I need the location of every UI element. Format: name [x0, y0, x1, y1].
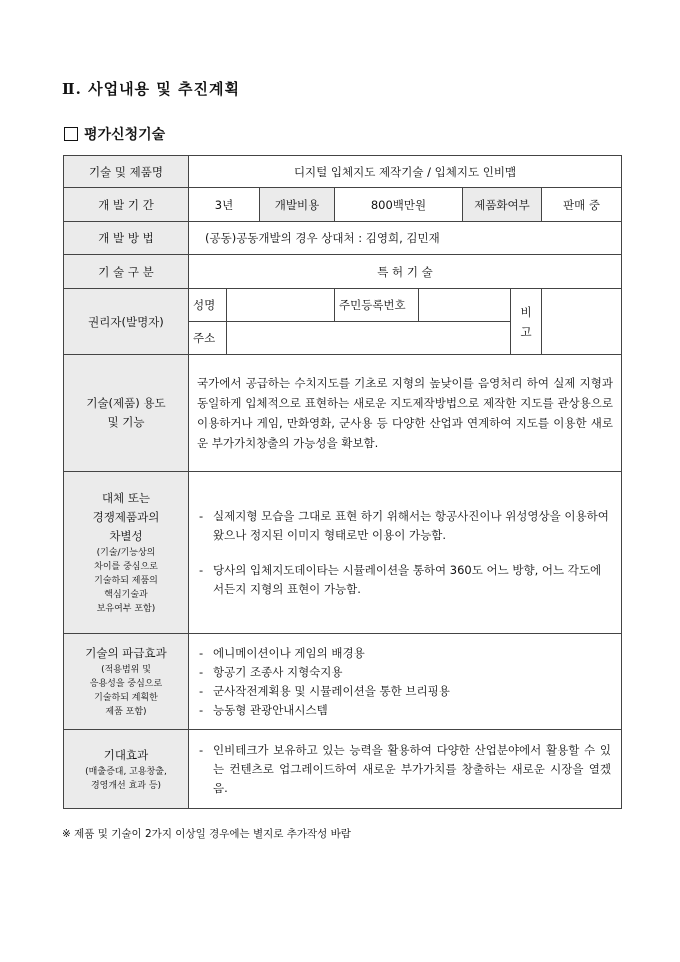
alternative-label-note: 차이를 중심으로 — [94, 562, 158, 572]
expected-label-main: 기대효과 — [103, 747, 149, 762]
dev-period-row — [64, 188, 622, 222]
list-item: - 당사의 입체지도데이타는 시뮬레이션을 통하여 360도 어느 방향, 어느 각도에서든지 지형의 표현이 가능함. — [199, 562, 602, 596]
expected-label-note: (매출증대, 고용창출, — [85, 766, 167, 777]
footnote: ※ 제품 및 기술이 2가지 이상일 경우에는 별지로 추가작성 바람 — [62, 828, 351, 840]
alternative-value — [189, 472, 622, 634]
dev-method-value: (공동)공동개발의 경우 상대처 : 김영희, 김민재 — [189, 222, 622, 255]
ripple-label-note: 기술하되 계획한 — [94, 693, 158, 703]
expected-value — [189, 730, 622, 809]
alternative-row — [64, 472, 622, 634]
dev-period-value: 3년 — [189, 188, 260, 222]
usage-label — [64, 355, 189, 472]
alternative-label — [64, 472, 189, 634]
rights-note-label — [511, 289, 542, 355]
rights-address-label: 주소 — [189, 322, 227, 355]
dev-method-row — [64, 222, 622, 255]
expected-row — [64, 730, 622, 809]
section-heading: Ⅱ. 사업내용 및 추진계획 — [62, 80, 240, 98]
alternative-label-line: 차별성 — [109, 529, 143, 543]
list-item: - 인비테크가 보유하고 있는 능력을 활용하여 다양한 산업분야에서 활용할 수 있는 컨텐츠로 업그레이드하여 새로운 부가가치를 창출하는 새로운 시장을 열겠음. — [199, 742, 611, 795]
rights-rrn-value[interactable] — [419, 289, 511, 322]
expected-label — [64, 730, 189, 809]
rights-address-value[interactable] — [227, 322, 511, 355]
checkbox-square-icon — [64, 127, 78, 141]
list-item: - 에니메이션이나 게임의 배경용 — [199, 645, 365, 660]
rights-name-label: 성명 — [189, 289, 227, 322]
alternative-label-note: 기술하되 제품의 — [94, 576, 158, 586]
rights-note-label-1: 비 — [520, 304, 532, 319]
ripple-label — [64, 634, 189, 730]
list-item: - 항공기 조종사 지형숙지용 — [199, 664, 343, 679]
alternative-label-line: 대체 또는 — [101, 491, 151, 505]
alternative-label-line: 경쟁제품과의 — [92, 510, 160, 524]
usage-value: 국가에서 공급하는 수치지도를 기초로 지형의 높낮이를 음영처리 하여 실제 지형과 동일하게 입체적으로 표현하는 새로운 지도제작방법으로 제작한 지도를 관상용으로 이용하거나 게임, 만화영화, 군사용 등 다양한 산업과 연계하여 지도를 이용한 새로운 부가가치창출의 가능성을 확보함. — [189, 355, 622, 472]
commercial-value: 판매 중 — [542, 188, 622, 222]
tech-name-value: 디지털 입체지도 제작기술 / 입체지도 인비맵 — [189, 156, 622, 188]
tech-name-label: 기술 및 제품명 — [64, 156, 189, 188]
ripple-label-note: 제품 포함) — [105, 707, 147, 717]
usage-label-line-2: 및 기능 — [107, 415, 145, 429]
subheading-text: 평가신청기술 — [84, 127, 166, 143]
ripple-label-main: 기술의 파급효과 — [85, 646, 167, 660]
list-item: - 능동형 관광안내시스템 — [199, 702, 328, 717]
ripple-label-note: (적용범위 및 — [101, 665, 151, 675]
rights-name-value[interactable] — [227, 289, 335, 322]
alternative-label-note: 핵심기술과 — [104, 590, 148, 600]
ripple-row — [64, 634, 622, 730]
list-item: - 실제지형 모습을 그대로 표현 하기 위해서는 항공사진이나 위성영상을 이용하여 왔으나 정지된 이미지 형태로만 이용이 가능함. — [199, 508, 609, 542]
ripple-value — [189, 634, 622, 730]
dev-period-label: 개 발 기 간 — [64, 188, 189, 222]
usage-row — [64, 355, 622, 472]
dev-cost-label: 개발비용 — [260, 188, 335, 222]
tech-type-row — [64, 255, 622, 289]
alternative-label-note: 보유여부 포함) — [96, 604, 156, 614]
tech-type-value: 특 허 기 술 — [189, 255, 622, 289]
ripple-label-note: 응용성을 중심으로 — [89, 679, 163, 689]
dev-cost-value: 800백만원 — [335, 188, 463, 222]
rights-note-value[interactable] — [542, 289, 622, 355]
rights-note-label-2: 고 — [520, 324, 532, 339]
tech-type-label: 기 술 구 분 — [64, 255, 189, 289]
evaluation-form-table — [63, 155, 622, 809]
usage-label-line-1: 기술(제품) 용도 — [86, 396, 166, 410]
dev-method-label: 개 발 방 법 — [64, 222, 189, 255]
commercial-label: 제품화여부 — [463, 188, 542, 222]
rights-holder-row — [64, 289, 622, 322]
list-item: - 군사작전계획용 및 시뮬레이션을 통한 브리핑용 — [199, 683, 450, 698]
expected-label-note: 경영개선 효과 등) — [90, 780, 162, 791]
rights-holder-label: 권리자(발명자) — [64, 289, 189, 355]
tech-name-row — [64, 156, 622, 188]
rights-rrn-label: 주민등록번호 — [335, 289, 419, 322]
subheading — [64, 124, 165, 144]
alternative-label-note: (기술/기능상의 — [96, 548, 156, 558]
